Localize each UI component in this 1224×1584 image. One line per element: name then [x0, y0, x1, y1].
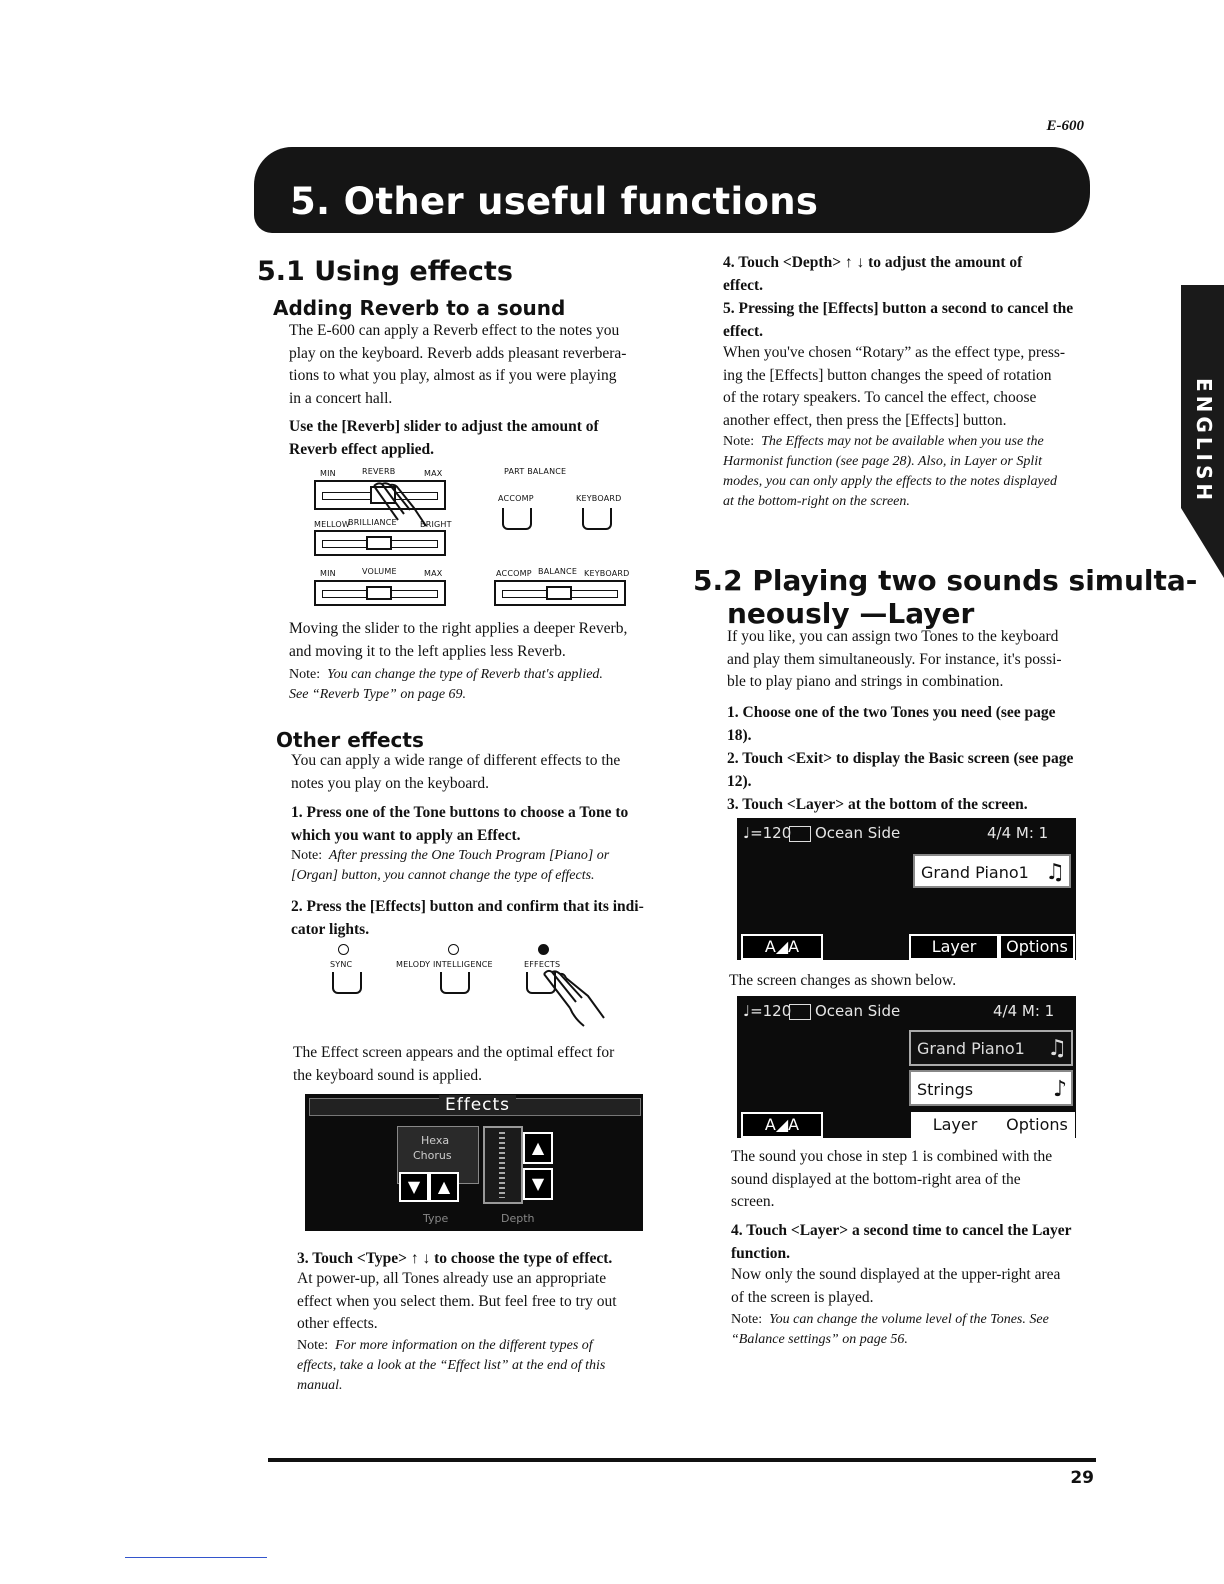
keyboard-button[interactable]: [582, 508, 612, 530]
hand-pointer-icon: [540, 968, 610, 1032]
layer-combined-text: The sound you chose in step 1 is combined with the sound displayed at the bottom-right area of the screen.: [731, 1148, 1053, 1210]
rotary-explanation: When you've chosen “Rotary” as the effect type, press- ing the [Effects] button changes the speed of rotation of the rotary speakers. To cancel the effect, choose another effect, then press the [Effects] button.: [723, 344, 1066, 429]
song-icon: [789, 826, 811, 842]
strings-icon: ♪: [1052, 1077, 1067, 1102]
volume-slider[interactable]: [314, 580, 446, 606]
chapter-title: 5. Other useful functions: [290, 180, 819, 223]
balance-note: Note: You can change the volume level of the Tones. See “Balance settings” on page 56.: [731, 1312, 1049, 1347]
layer-step-2: 2. Touch <Exit> to display the Basic screen (see page 12).: [727, 750, 1074, 790]
effects-screen-title: Effects: [439, 1095, 516, 1115]
type-down-button[interactable]: ▼: [399, 1172, 429, 1202]
reverb-note: Note: You can change the type of Reverb that's applied. See “Reverb Type” on page 69.: [289, 667, 603, 702]
piano-icon: ♫: [1045, 860, 1065, 885]
layer-screen: ♩=120 Ocean Side 4/4 M: 1 Grand Piano1 ♫ Strings ♪ A◢A Layer Options: [737, 996, 1076, 1138]
melody-led-icon: [448, 944, 459, 955]
melody-intelligence-button[interactable]: [440, 972, 470, 994]
other-effects-intro: You can apply a wide range of different effects to the notes you play on the keyboard.: [291, 752, 621, 792]
right-step-5: 5. Pressing the [Effects] button a second to cancel the effect.: [723, 300, 1074, 340]
layer-button[interactable]: Layer: [911, 1112, 999, 1138]
depth-down-button[interactable]: ▼: [523, 1168, 553, 1200]
other-note-3: Note: For more information on the different types of effects, take a look at the “Effect list” at the end of this manual.: [297, 1338, 606, 1393]
brilliance-slider[interactable]: [314, 530, 446, 556]
other-effects-heading: Other effects: [276, 728, 424, 752]
section-5-1-title: 5.1 Using effects: [257, 256, 513, 287]
page-number: 29: [1070, 1468, 1094, 1488]
balance-slider[interactable]: [494, 580, 626, 606]
effects-led-icon: [538, 944, 549, 955]
layer-step-4: 4. Touch <Layer> a second time to cancel the Layer function.: [731, 1222, 1072, 1262]
type-up-button[interactable]: ▲: [429, 1172, 459, 1202]
sync-led-icon: [338, 944, 349, 955]
layer-button[interactable]: Layer: [909, 934, 999, 960]
accomp-button[interactable]: [502, 508, 532, 530]
other-step-2: 2. Press the [Effects] button and confirm that its indi- cator lights.: [291, 898, 644, 938]
ab-button[interactable]: A◢A: [741, 1112, 823, 1138]
layer-cancel-text: Now only the sound displayed at the upper-right area of the screen is played.: [731, 1266, 1061, 1306]
effect-screen-explanation: The Effect screen appears and the optimal effect for the keyboard sound is applied.: [293, 1044, 615, 1084]
reverb-intro: The E-600 can apply a Reverb effect to the notes you play on the keyboard. Reverb adds pleasant reverbera- tions to what you play, almost as if you were playing in a concert hall.: [289, 322, 627, 407]
other-step-3-text: At power-up, all Tones already use an appropriate effect when you select them. But feel free to try out other effects.: [297, 1270, 617, 1332]
effects-availability-note: Note: The Effects may not be available when you use the Harmonist function (see page 28). Also, in Layer or Split modes, you can only apply the effects to the notes displayed at the bottom-right on the screen.: [723, 434, 1057, 509]
depth-up-button[interactable]: ▲: [523, 1132, 553, 1164]
piano-icon: ♫: [1047, 1036, 1067, 1061]
reverb-heading: Adding Reverb to a sound: [273, 296, 566, 320]
options-button[interactable]: Options: [999, 1112, 1075, 1138]
effects-screen: Effects Hexa Chorus ▼ ▲ ▲ ▼ Type Depth: [305, 1094, 643, 1231]
other-note-1: Note: After pressing the One Touch Program [Piano] or [Organ] button, you cannot change the type of effects.: [291, 848, 610, 883]
tone-upper-button[interactable]: Grand Piano1 ♫: [909, 1030, 1073, 1066]
other-step-1: 1. Press one of the Tone buttons to choose a Tone to which you want to apply an Effect.: [291, 804, 629, 844]
layer-step-3: 3. Touch <Layer> at the bottom of the screen.: [727, 796, 1028, 813]
tone-lower-button[interactable]: Strings ♪: [909, 1070, 1073, 1106]
reverb-step: Use the [Reverb] slider to adjust the amount of Reverb effect applied.: [289, 418, 599, 458]
song-icon: [789, 1004, 811, 1020]
reverb-explanation: Moving the slider to the right applies a deeper Reverb, and moving it to the left applies less Reverb.: [289, 620, 628, 660]
other-step-3: 3. Touch <Type> ↑ ↓ to choose the type of effect.: [297, 1250, 613, 1267]
options-button[interactable]: Options: [999, 934, 1075, 960]
layer-intro: If you like, you can assign two Tones to the keyboard and play them simultaneously. For instance, it's possi- ble to play piano and strings in combination.: [727, 628, 1062, 690]
depth-meter: [483, 1126, 523, 1204]
footer-rule: [268, 1458, 1096, 1462]
sync-button[interactable]: [332, 972, 362, 994]
basic-screen: ♩=120 Ocean Side 4/4 M: 1 Grand Piano1 ♫ A◢A Layer Options: [737, 818, 1076, 960]
model-name: E-600: [1046, 118, 1084, 134]
screen-changes-text: The screen changes as shown below.: [729, 972, 957, 989]
section-5-2-title: 5.2 Playing two sounds simulta- neously —Layer: [693, 564, 1198, 630]
effects-buttons-figure: SYNC MELODY INTELLIGENCE EFFECTS: [330, 942, 630, 1032]
tone-upper-button[interactable]: Grand Piano1 ♫: [913, 854, 1071, 888]
ab-button[interactable]: A◢A: [741, 934, 823, 960]
reverb-panel-figure: MIN REVERB MAX MELLOW BRILLIANCE BRIGHT MIN VOLUME MAX PART BALANCE ACCOMP KEYBOARD ACCOMP BALANCE KEYBOARD: [312, 466, 652, 614]
right-step-4: 4. Touch <Depth> ↑ ↓ to adjust the amount of effect.: [723, 254, 1023, 294]
bottom-stub-line: [125, 1557, 267, 1558]
layer-step-1: 1. Choose one of the two Tones you need (see page 18).: [727, 704, 1056, 744]
language-tab-label: ENGLISH: [1192, 378, 1216, 505]
